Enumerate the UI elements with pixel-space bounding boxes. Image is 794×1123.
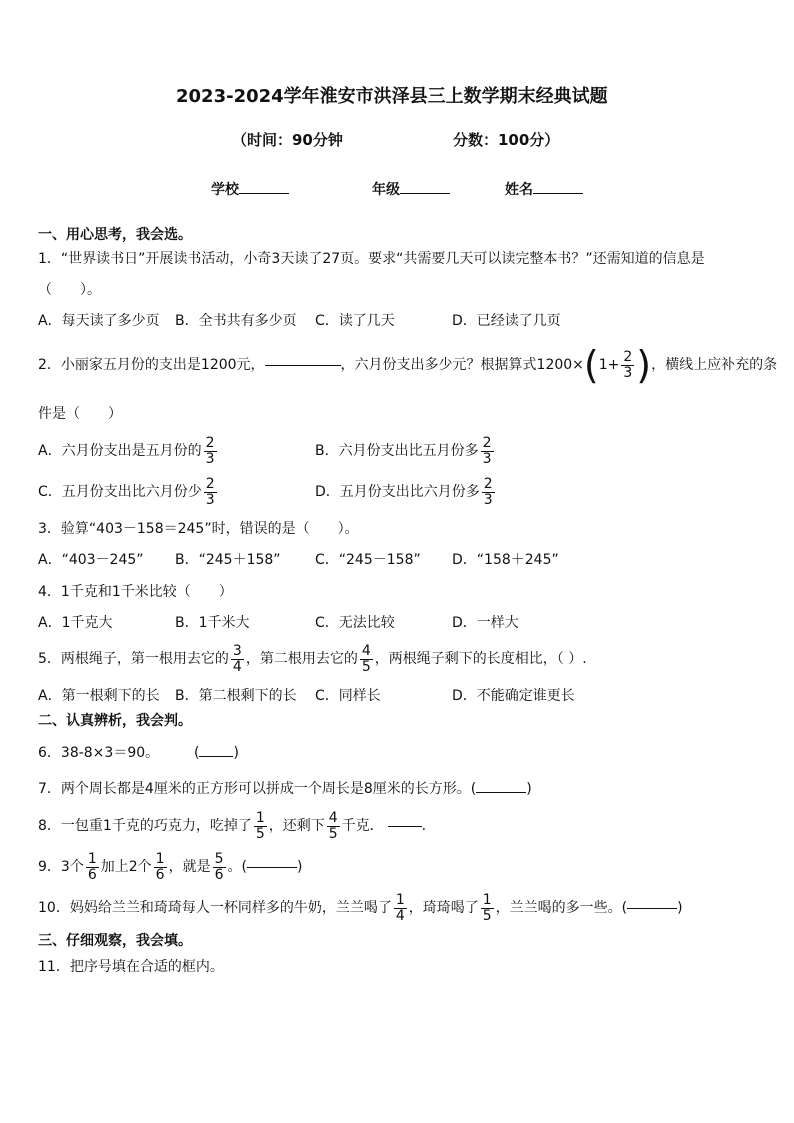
- exam-time: （时间：90分钟: [232, 131, 343, 149]
- q5-option-b[interactable]: B．第二根剩下的长: [175, 688, 297, 704]
- q2-blank[interactable]: [265, 365, 341, 366]
- section3-heading: 三、仔细观察，我会填。: [38, 933, 192, 949]
- q2-option-d[interactable]: D．五月份支出比六月份多 $\frac{2}{3}$: [315, 475, 493, 508]
- q1-option-b[interactable]: B．全书共有多少页: [175, 313, 297, 329]
- q2-expression: 1200× ( 1+ $\frac{2}{3}$ ): [536, 343, 652, 387]
- name-label: 姓名: [505, 182, 533, 198]
- school-blank[interactable]: [239, 193, 289, 194]
- q1-option-d[interactable]: D．已经读了几页: [452, 313, 561, 329]
- q3-option-d[interactable]: D．“158＋245”: [452, 552, 559, 568]
- q3-option-b[interactable]: B．“245＋158”: [175, 552, 281, 568]
- grade-blank[interactable]: [400, 193, 450, 194]
- name-blank[interactable]: [533, 193, 583, 194]
- q4-option-a[interactable]: A．1千克大: [38, 615, 113, 631]
- q1-option-c[interactable]: C．读了几天: [315, 313, 395, 329]
- q5-option-d[interactable]: D．不能确定谁更长: [452, 688, 575, 704]
- q10-answer[interactable]: [627, 908, 677, 909]
- q8-answer[interactable]: [388, 826, 422, 827]
- grade-field[interactable]: [372, 181, 450, 199]
- q1-paren: （ ）。: [38, 282, 101, 298]
- school-label: 学校: [211, 182, 239, 198]
- name-field[interactable]: [505, 181, 583, 199]
- q2-option-c[interactable]: C．五月份支出比六月份少 $\frac{2}{3}$: [38, 475, 215, 508]
- q7-text: 7．两个周长都是4厘米的正方形可以拼成一个周长是8厘米的长方形。( ): [38, 781, 532, 797]
- q8-text: 8．一包重1千克的巧克力，吃掉了 $\frac{1}{5}$ ，还剩下 $\frac{4}{5}$ 千克． .: [38, 809, 427, 842]
- q4-text: 4．1千克和1千米比较（ ）: [38, 584, 233, 600]
- q2-option-b[interactable]: B．六月份支出比五月份多 $\frac{2}{3}$: [315, 434, 492, 467]
- q4-option-b[interactable]: B．1千米大: [175, 615, 250, 631]
- section1-heading: 一、用心思考，我会选。: [38, 227, 192, 243]
- q3-option-a[interactable]: A．“403－245”: [38, 552, 144, 568]
- section2-heading: 二、认真辨析，我会判。: [38, 713, 192, 729]
- q7-answer[interactable]: [476, 792, 526, 793]
- q2-text-cont: 件是（ ）: [38, 406, 122, 422]
- q1-option-a[interactable]: A．每天读了多少页: [38, 313, 160, 329]
- q3-text: 3．验算“403－158＝245”时，错误的是（ ）。: [38, 521, 359, 537]
- q6-text: 6．38-8×3＝90。: [38, 745, 160, 761]
- q6-answer[interactable]: ( ): [194, 745, 239, 761]
- q9-answer[interactable]: [247, 867, 297, 868]
- q1-text: 1．“世界读书日”开展读书活动，小奇3天读了27页。要求“共需要几天可以读完整本书？”还需知道的信息是: [38, 251, 705, 267]
- school-field[interactable]: [211, 181, 289, 199]
- q9-text: 9．3个 $\frac{1}{6}$ 加上2个 $\frac{1}{6}$ ，就是 $\frac{5}{6}$ 。( ): [38, 850, 303, 883]
- q2-option-a[interactable]: A．六月份支出是五月份的 $\frac{2}{3}$: [38, 434, 215, 467]
- q11-text: 11．把序号填在合适的框内。: [38, 959, 224, 975]
- q3-option-c[interactable]: C．“245－158”: [315, 552, 421, 568]
- grade-label: 年级: [372, 182, 400, 198]
- q4-option-c[interactable]: C．无法比较: [315, 615, 395, 631]
- q5-text: 5．两根绳子，第一根用去它的 $\frac{3}{4}$ ，第二根用去它的 $\frac{4}{5}$ ，两根绳子剩下的长度相比，（ ）.: [38, 642, 587, 675]
- q5-option-c[interactable]: C．同样长: [315, 688, 381, 704]
- q4-option-d[interactable]: D．一样大: [452, 615, 519, 631]
- q5-option-a[interactable]: A．第一根剩下的长: [38, 688, 160, 704]
- q2-fraction: $\frac{2}{3}$: [623, 348, 633, 381]
- q2-text: 2．小丽家五月份的支出是1200元， ，六月份支出多少元？根据算式 1200× ( 1+ $\frac{2}{3}$ ) ，横线上应补充的条: [38, 343, 778, 387]
- exam-score: 分数：100分）: [453, 131, 560, 149]
- page-title: 2023-2024学年淮安市洪泽县三上数学期末经典试题: [176, 86, 608, 107]
- q10-text: 10．妈妈给兰兰和琦琦每人一杯同样多的牛奶，兰兰喝了 $\frac{1}{4}$ ，琦琦喝了 $\frac{1}{5}$ ，兰兰喝的多一些。( ): [38, 891, 683, 924]
